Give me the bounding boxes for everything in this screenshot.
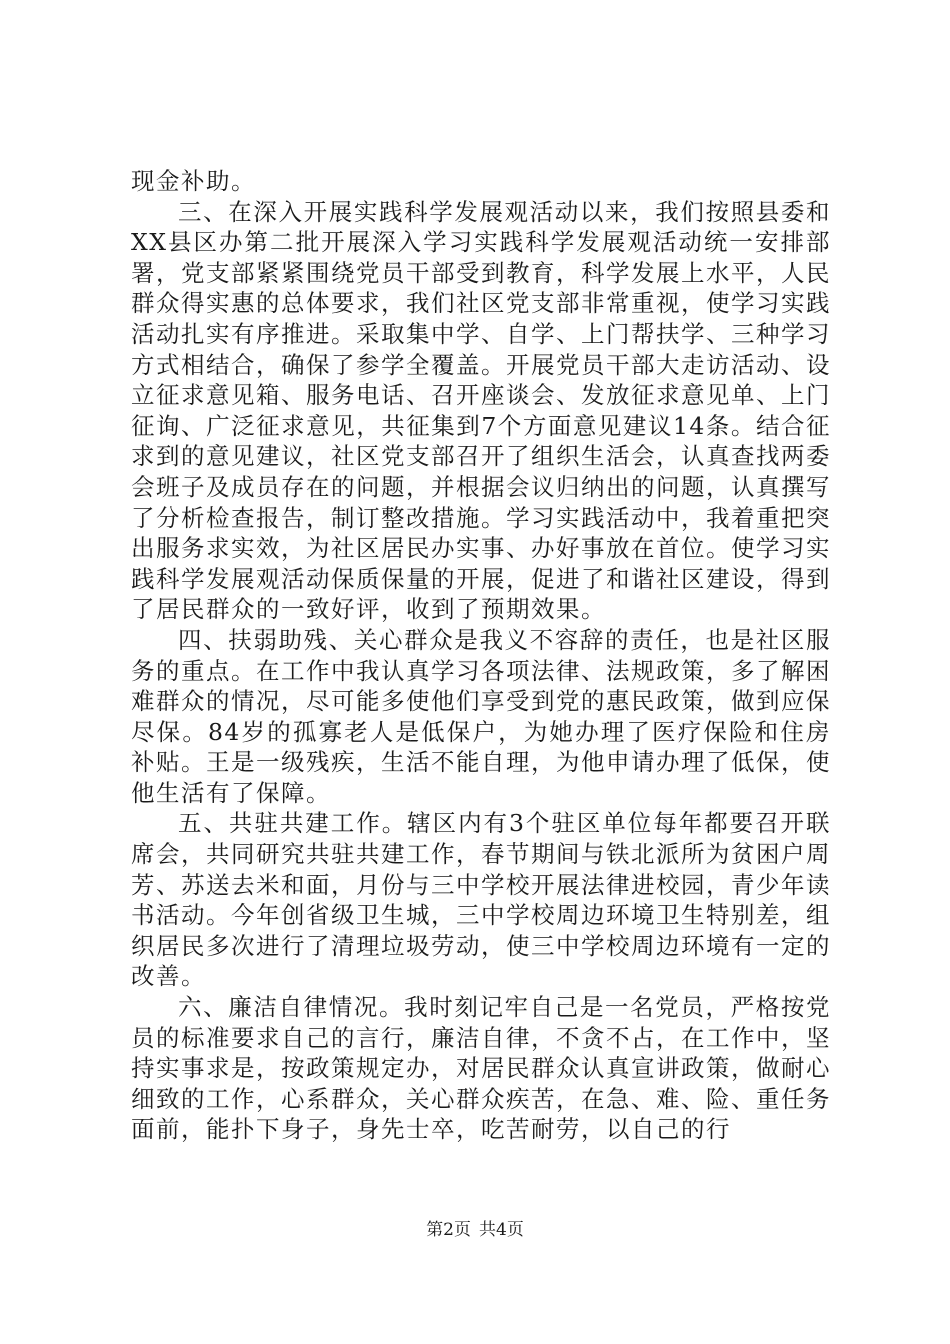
paragraph-section-three: 三、在深入开展实践科学发展观活动以来，我们按照县委和XX县区办第二批开展深入学习实践科学发展观活动统一安排部署，党支部紧紧围绕党员干部受到教育，科学发展上水平，人民群众得实惠的总体要求，我们社区党支部非常重视，使学习实践活动扎实有序推进。采取集中学、自学、上门帮扶学、三种学习方式相结合，确保了参学全覆盖。开展党员干部大走访活动、设立征求意见箱、服务电话、召开座谈会、发放征求意见单、上门征询、广泛征求意见，共征集到7个方面意见建议14条。结合征求到的意见建议，社区党支部召开了组织生活会，认真查找两委会班子及成员存在的问题，并根据会议归纳出的问题，认真撰写了分析检查报告，制订整改措施。学习实践活动中，我着重把突出服务求实效，为社区居民办实事、办好事放在首位。使学习实践科学发展观活动保质保量的开展，促进了和谐社区建设，得到了居民群众的一致好评，收到了预期效果。 [131,197,831,624]
paragraph-cash-subsidy: 现金补助。 [131,167,256,195]
paragraph-section-five: 五、共驻共建工作。辖区内有3个驻区单位每年都要召开联席会，共同研究共驻共建工作，春节期间与铁北派所为贫困户周芳、苏送去米和面，月份与三中学校开展法律进校园，青少年读书活动。今年创省级卫生城，三中学校周边环境卫生特别差，组织居民多次进行了清理垃圾劳动，使三中学校周边环境有一定的改善。 [131,809,831,991]
paragraph-section-six: 六、廉洁自律情况。我时刻记牢自己是一名党员，严格按党员的标准要求自己的言行，廉洁自律，不贪不占，在工作中，坚持实事求是，按政策规定办，对居民群众认真宣讲政策，做耐心细致的工作，心系群众，关心群众疾苦，在急、难、险、重任务面前，能扑下身子，身先士卒，吃苦耐劳，以自己的行 [131,993,831,1144]
document-body [131,166,831,1145]
page-number-total: 共4页 [479,1220,524,1240]
page-number-current: 第2页 [426,1220,471,1240]
page-footer [0,1219,950,1241]
paragraph-section-four: 四、扶弱助残、关心群众是我义不容辞的责任，也是社区服务的重点。在工作中我认真学习各项法律、法规政策，多了解困难群众的情况，尽可能多使他们享受到党的惠民政策，做到应保尽保。84岁的孤寡老人是低保户，为她办理了医疗保险和住房补贴。王是一级残疾，生活不能自理，为他申请办理了低保，使他生活有了保障。 [131,625,831,807]
